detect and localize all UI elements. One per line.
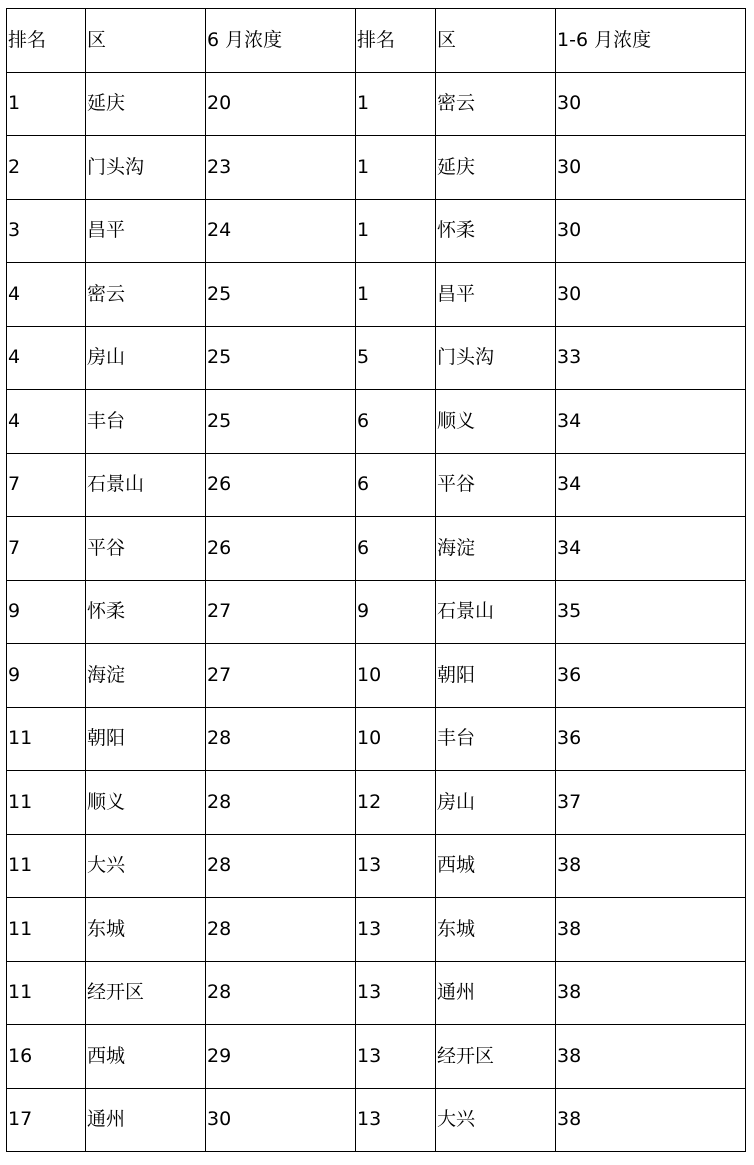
table-row [7, 1025, 746, 1089]
rank-june-cell: 9 [7, 580, 86, 644]
district-h1-cell: 密云 [436, 72, 556, 136]
concentration-ranking-table [6, 8, 746, 1152]
district-h1-cell: 经开区 [436, 1025, 556, 1089]
rank-h1-cell: 6 [356, 390, 436, 454]
district-h1-cell: 房山 [436, 771, 556, 835]
table-body [7, 9, 746, 1152]
table-row [7, 390, 746, 454]
june-concentration-cell: 25 [206, 390, 356, 454]
district-h1-cell: 朝阳 [436, 644, 556, 708]
rank-h1-cell: 13 [356, 1088, 436, 1152]
rank-h1-cell: 9 [356, 580, 436, 644]
district-h1-cell: 丰台 [436, 707, 556, 771]
h1-concentration-cell: 34 [556, 390, 746, 454]
rank-h1-cell: 10 [356, 707, 436, 771]
june-concentration-cell: 27 [206, 644, 356, 708]
rank-june-cell: 11 [7, 834, 86, 898]
district-june-cell: 门头沟 [86, 136, 206, 200]
district-june-cell: 朝阳 [86, 707, 206, 771]
district-h1-cell: 西城 [436, 834, 556, 898]
table-row [7, 707, 746, 771]
june-concentration-cell: 27 [206, 580, 356, 644]
district-june-cell: 东城 [86, 898, 206, 962]
rank-june-cell: 4 [7, 326, 86, 390]
district-h1-cell: 门头沟 [436, 326, 556, 390]
table-row [7, 834, 746, 898]
rank-june-cell: 7 [7, 453, 86, 517]
h1-concentration-cell: 30 [556, 199, 746, 263]
h1-concentration-cell: 30 [556, 72, 746, 136]
h1-concentration-cell: 30 [556, 263, 746, 327]
june-concentration-cell: 25 [206, 263, 356, 327]
table-row [7, 517, 746, 581]
district-june-cell: 昌平 [86, 199, 206, 263]
h1-concentration-cell: 36 [556, 707, 746, 771]
table-row [7, 72, 746, 136]
district-h1-cell: 昌平 [436, 263, 556, 327]
district-june-cell: 丰台 [86, 390, 206, 454]
rank-june-cell: 17 [7, 1088, 86, 1152]
june-concentration-cell: 28 [206, 898, 356, 962]
district-h1-cell: 东城 [436, 898, 556, 962]
district-h1-cell: 大兴 [436, 1088, 556, 1152]
table-row [7, 644, 746, 708]
table-row [7, 961, 746, 1025]
rank-h1-cell: 1 [356, 199, 436, 263]
h1-concentration-cell: 30 [556, 136, 746, 200]
june-concentration-cell: 28 [206, 834, 356, 898]
header-row [7, 9, 746, 73]
rank-h1-cell: 12 [356, 771, 436, 835]
rank-june-cell: 11 [7, 961, 86, 1025]
rank-h1-cell: 13 [356, 898, 436, 962]
h1-concentration-cell: 38 [556, 1025, 746, 1089]
june-concentration-cell: 26 [206, 517, 356, 581]
district-june-cell: 密云 [86, 263, 206, 327]
h1-concentration-cell: 33 [556, 326, 746, 390]
rank-h1-cell: 13 [356, 961, 436, 1025]
table-row [7, 898, 746, 962]
district-h1-cell: 怀柔 [436, 199, 556, 263]
district-h1-cell: 顺义 [436, 390, 556, 454]
table-row [7, 1088, 746, 1152]
rank-h1-cell: 6 [356, 517, 436, 581]
rank-june-cell: 16 [7, 1025, 86, 1089]
district-june-cell: 怀柔 [86, 580, 206, 644]
table-row [7, 580, 746, 644]
june-concentration-cell: 28 [206, 961, 356, 1025]
june-concentration-cell: 24 [206, 199, 356, 263]
district-june-cell: 大兴 [86, 834, 206, 898]
district-june-cell: 通州 [86, 1088, 206, 1152]
h1-concentration-cell: 37 [556, 771, 746, 835]
table-row [7, 453, 746, 517]
header-cell-rank-h1: 排名 [356, 9, 436, 73]
rank-june-cell: 3 [7, 199, 86, 263]
header-cell-h1-concentration: 1-6 月浓度 [556, 9, 746, 73]
rank-june-cell: 4 [7, 390, 86, 454]
june-concentration-cell: 30 [206, 1088, 356, 1152]
june-concentration-cell: 25 [206, 326, 356, 390]
june-concentration-cell: 29 [206, 1025, 356, 1089]
rank-june-cell: 11 [7, 707, 86, 771]
rank-june-cell: 1 [7, 72, 86, 136]
rank-h1-cell: 10 [356, 644, 436, 708]
june-concentration-cell: 26 [206, 453, 356, 517]
district-h1-cell: 石景山 [436, 580, 556, 644]
table-row [7, 263, 746, 327]
district-h1-cell: 平谷 [436, 453, 556, 517]
rank-h1-cell: 1 [356, 136, 436, 200]
district-june-cell: 平谷 [86, 517, 206, 581]
rank-h1-cell: 13 [356, 834, 436, 898]
header-cell-district-h1: 区 [436, 9, 556, 73]
rank-h1-cell: 1 [356, 72, 436, 136]
june-concentration-cell: 28 [206, 707, 356, 771]
district-h1-cell: 海淀 [436, 517, 556, 581]
rank-june-cell: 9 [7, 644, 86, 708]
h1-concentration-cell: 36 [556, 644, 746, 708]
h1-concentration-cell: 38 [556, 961, 746, 1025]
june-concentration-cell: 20 [206, 72, 356, 136]
header-cell-district-june: 区 [86, 9, 206, 73]
table-row [7, 136, 746, 200]
rank-june-cell: 11 [7, 898, 86, 962]
district-june-cell: 海淀 [86, 644, 206, 708]
h1-concentration-cell: 35 [556, 580, 746, 644]
h1-concentration-cell: 34 [556, 517, 746, 581]
rank-june-cell: 2 [7, 136, 86, 200]
rank-h1-cell: 6 [356, 453, 436, 517]
rank-h1-cell: 5 [356, 326, 436, 390]
rank-june-cell: 11 [7, 771, 86, 835]
district-june-cell: 顺义 [86, 771, 206, 835]
rank-june-cell: 4 [7, 263, 86, 327]
district-june-cell: 延庆 [86, 72, 206, 136]
district-june-cell: 经开区 [86, 961, 206, 1025]
rank-h1-cell: 1 [356, 263, 436, 327]
header-cell-rank-june: 排名 [7, 9, 86, 73]
district-june-cell: 房山 [86, 326, 206, 390]
june-concentration-cell: 23 [206, 136, 356, 200]
h1-concentration-cell: 38 [556, 834, 746, 898]
district-h1-cell: 通州 [436, 961, 556, 1025]
table-row [7, 771, 746, 835]
district-june-cell: 石景山 [86, 453, 206, 517]
h1-concentration-cell: 34 [556, 453, 746, 517]
h1-concentration-cell: 38 [556, 898, 746, 962]
table-row [7, 199, 746, 263]
rank-june-cell: 7 [7, 517, 86, 581]
june-concentration-cell: 28 [206, 771, 356, 835]
district-june-cell: 西城 [86, 1025, 206, 1089]
table-row [7, 326, 746, 390]
h1-concentration-cell: 38 [556, 1088, 746, 1152]
district-h1-cell: 延庆 [436, 136, 556, 200]
rank-h1-cell: 13 [356, 1025, 436, 1089]
header-cell-june-concentration: 6 月浓度 [206, 9, 356, 73]
